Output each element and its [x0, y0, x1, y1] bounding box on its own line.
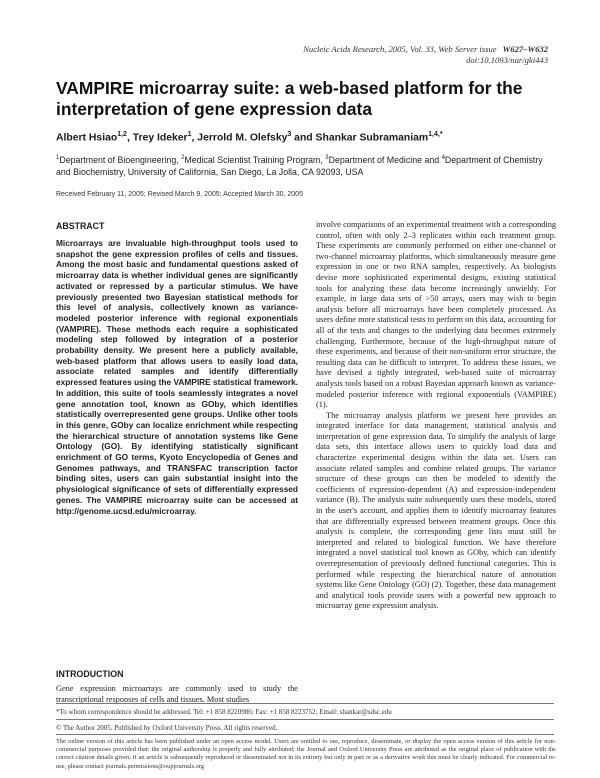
affiliations [56, 152, 556, 179]
paper-title: VAMPIRE microarray suite: a web-based platform for the interpretation of gene expression data [56, 78, 523, 119]
affiliation-text: Medical Scientist Training Program, [184, 154, 326, 165]
journal-line: Nucleic Acids Research, 2005, Vol. 33, Web Server issue [303, 44, 497, 54]
open-access-license: The online version of this article has been published under an open access model. Users are entitled to use, reproduce, disseminate, or display the open access version of this article for non-commercial purposes provided that: the original authorship is properly and fully attributed; the Journal and Oxford University Press are attributed as the original place of publication with the correct citation details given; if an article is subsequently reproduced or disseminated not in its entirety but only in part or as a derivative work this must be clearly indicated. For commercial re-use, please contact journals.permissions@oupjournals.org [56, 738, 556, 770]
author-name: Trey Ideker [132, 132, 188, 144]
introduction-text: Gene expression microarrays are commonly used to study the transcriptional responses of cells and tissues. Most studies [56, 684, 298, 704]
footnote-divider [56, 734, 554, 735]
affiliation-number: 1 [56, 155, 60, 161]
author-separator: , [126, 132, 133, 144]
affiliation-text: Department of Bioengineering, [59, 154, 182, 165]
footnote-divider [56, 719, 554, 720]
author-affiliation-mark: 1 [187, 131, 192, 138]
author-name: Jerrold M. Olefsky [197, 132, 288, 144]
author-name: Shankar Subramaniam [315, 132, 429, 144]
journal-header [303, 44, 548, 66]
author-separator: and [291, 132, 316, 144]
author-name: Albert Hsiao [56, 132, 118, 144]
body-paragraph: involve comparisons of an experimental treatment with a corresponding control, often with only 2–3 replicates within each treatment group. These experiments are commonly performed on either one-channel or two-channel microarray platforms, which simultaneously measure gene expression in one or two RNA samples, respectively. As biologists devise more sophisticated experimental designs, existing statistical tools for analyzing these data become increasingly unwieldy. For example, in large data sets of >50 arrays, users may wish to begin analysis before all microarrays have been completely processed. As users define more statistical tests to perform on this data, accounting for all of the tests and changes to the underlying data becomes extremely challenging. Furthermore, because of the high-throughput nature of these experiments, and because of their non-uniform error structure, the resulting data can be difficult to interpret. To address these issues, we have devised a tightly integrated, web-based suite of microarray analysis tools based on a robust Bayesian approach known as variance-modeled posterior inference with regional exponentials (VAMPIRE) (1). [316, 220, 556, 410]
affiliation-number: 3 [325, 155, 329, 161]
affiliation-text: Department of Medicine and [328, 154, 442, 165]
left-column [56, 220, 298, 516]
abstract-text: Microarrays are invaluable high-throughput tools used to snapshot the gene expression profiles of cells and tissues. Among the most basic and fundamental questions asked of microarray data is whether individual genes are significantly activated or repressed by a particular stimulus. We have previously presented two Bayesian statistical methods for this level of analysis, collectively known as variance-modeled posterior inference with regional exponentials (VAMPIRE). These methods each require a sophisticated modeling step followed by integration of a posterior probability density. We present here a publicly available, web-based platform that allows users to easily load data, associate related samples and identify differentially expressed features using the VAMPIRE statistical framework. In addition, this suite of tools seamlessly integrates a novel gene annotation tool, known as GOby, which identifies statistically overrepresented gene groups. Unlike other tools in this genre, GOby can localize enrichment while respecting the hierarchical structure of annotation systems like Gene Ontology (GO). By identifying statistically significant enrichment of GO terms, Kyoto Encyclopedia of Genes and Genomes pathways, and TRANSFAC transcription factor binding sites, users can gain substantial insight into the physiological significance of sets of differentially expressed genes. The VAMPIRE microarray suite can be accessed at http://genome.ucsd.edu/microarray. [56, 238, 298, 516]
author-affiliation-mark: 1,4,* [428, 131, 443, 138]
author-separator: , [191, 132, 198, 144]
author-affiliation-mark: 3 [287, 131, 292, 138]
page-range: W627–W632 [502, 44, 548, 54]
footnote-divider [56, 703, 554, 704]
affiliation-number: 4 [441, 155, 445, 161]
abstract-heading: ABSTRACT [56, 221, 105, 231]
doi: doi:10.1093/nar/gki443 [466, 55, 548, 65]
introduction-heading: INTRODUCTION [56, 669, 124, 679]
copyright-notice: © The Author 2005. Published by Oxford University Press. All rights reserved. [56, 724, 278, 732]
correspondence-footnote: *To whom correspondence should be addressed. Tel: +1 858 8220986; Fax: +1 858 8223752; Email: shankar@sdsc.edu [56, 708, 392, 716]
received-dates: Received February 11, 2005; Revised March 9, 2005; Accepted March 30, 2005 [56, 191, 303, 198]
affiliation-number: 2 [181, 155, 185, 161]
body-paragraph: The microarray analysis platform we present here provides an integrated interface for data management, statistical analysis and interpretation of gene expression data. To simplify the analysis of large data sets, this interface allows users to quickly load data and characterize experimental designs within the data set. Users can associate related samples and combine related groups. The variance structure of these groups can then be modeled to identify the coefficients of expression-dependent (A) and expression-independent variance (B). The analysis suite subsequently uses these models, stored in the user's account, and applies them to identify microarray features that are differentially expressed between treatment groups. Once this analysis is complete, the corresponding gene lists must still be interpreted and related to biological function. We have therefore integrated a novel statistical tool known as GOby, which can identify overrepresentation of previously defined functional categories. This is performed while respecting the hierarchical nature of annotation systems like Gene Ontology (GO) (2). Together, these data management and analytical tools provide users with a powerful new approach to microarray gene expression analysis. [316, 410, 556, 611]
right-column [316, 220, 556, 612]
affiliation-text: Department of Chemistry and Biochemistry, University of California, San Diego, La Jolla, CA 92093, USA [56, 154, 543, 178]
author-list [56, 128, 556, 144]
author-affiliation-mark: 1,2 [117, 131, 127, 138]
